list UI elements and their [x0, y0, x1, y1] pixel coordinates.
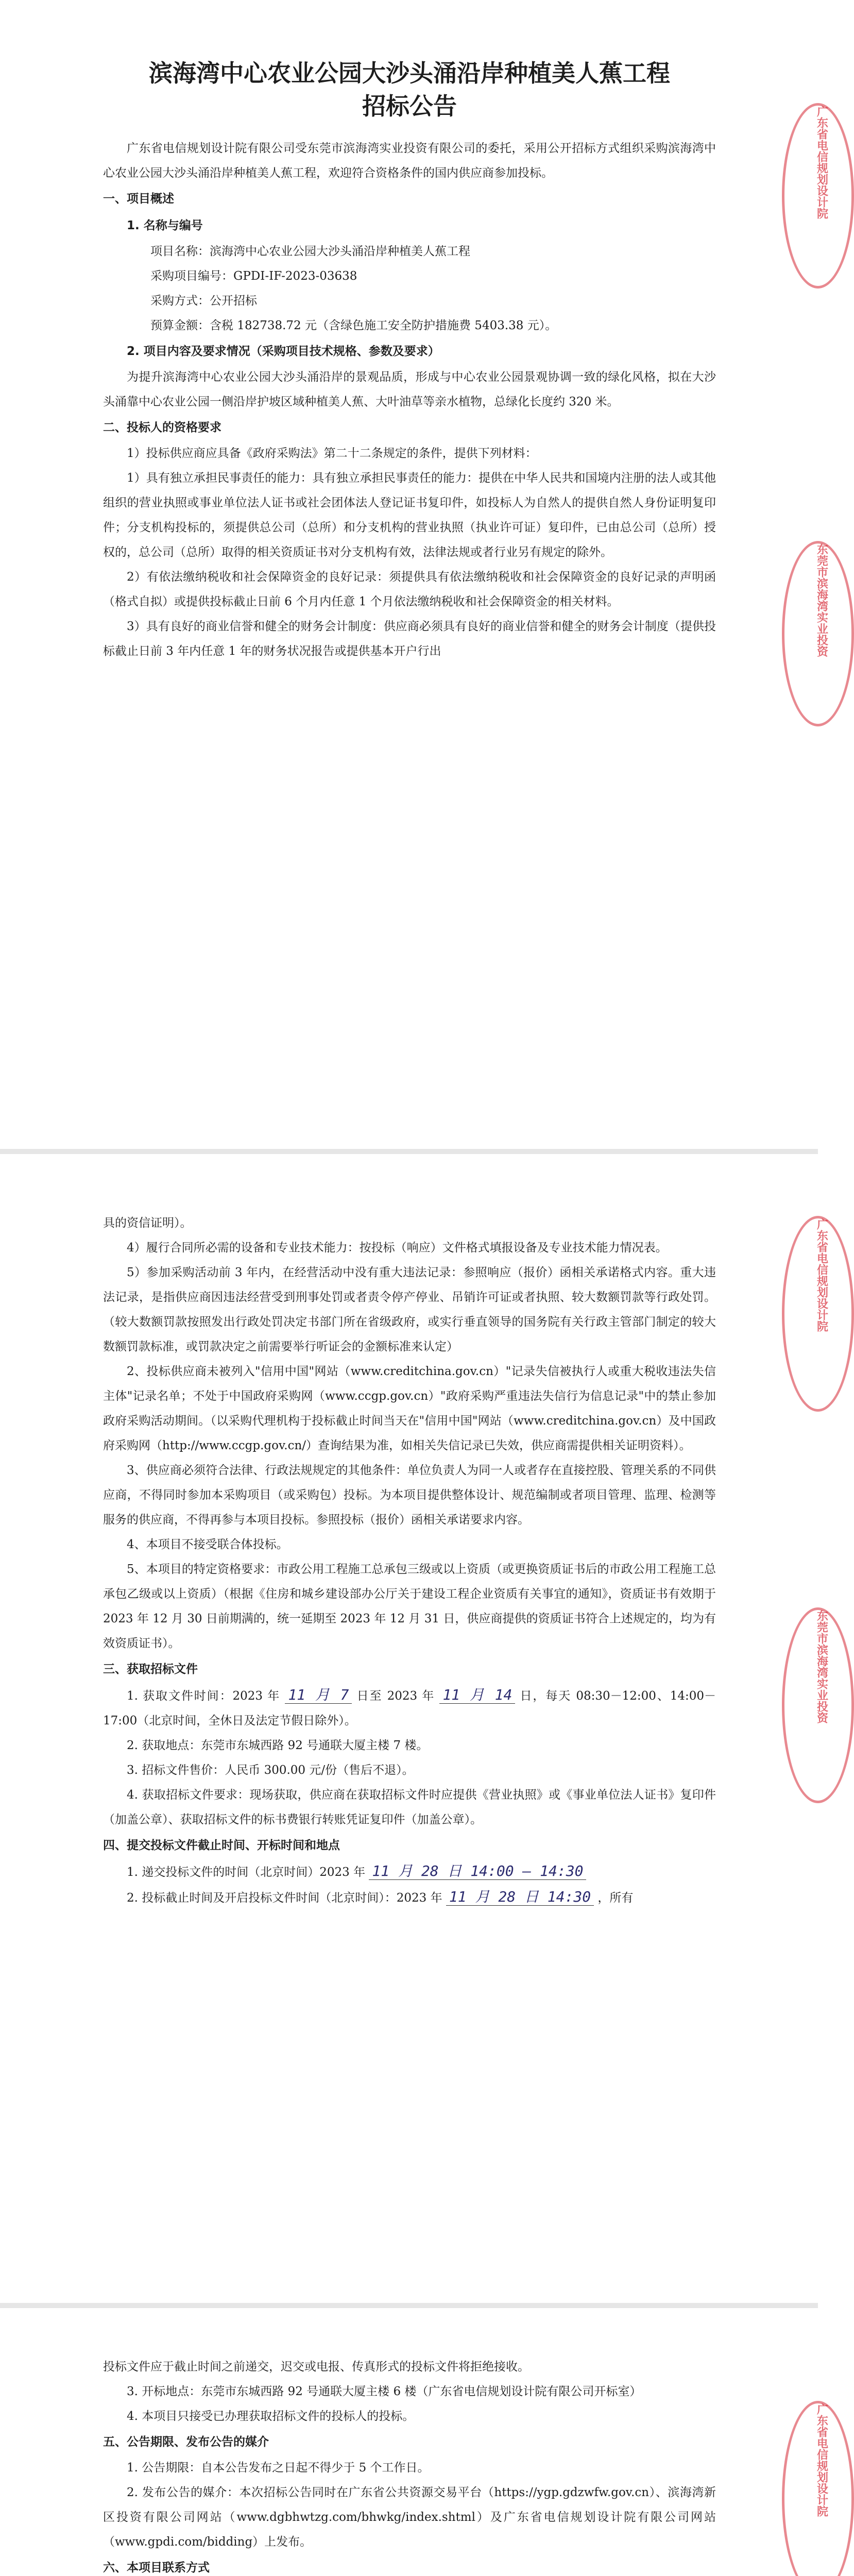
obtain-time	[103, 1683, 716, 1733]
qualification-1-1: 1）具有独立承担民事责任的能力：具有独立承担民事责任的能力：提供在中华人民共和国境内注册的法人或其他组织的营业执照或事业单位法人证书或社会团体法人登记证书复印件，如投标人为自然人的提供自然人身份证明复印件；分支机构投标的，须提供总公司（总所）和分支机构的营业执照（执业许可证）复印件，已由总公司（总所）授权的，总公司（总所）取得的相关资质证书对分支机构有效，法律法规或者行业另有规定的除外。	[103, 471, 716, 559]
qualification-4: 4、本项目不接受联合体投标。	[127, 1538, 288, 1551]
page-separator	[0, 1149, 818, 1154]
obtain-time-a: 1. 获取文件时间：2023 年	[127, 1689, 281, 1703]
procurement-method: 采购方式：公开招标	[150, 294, 257, 308]
submission-time-a: 1. 递交投标文件的时间（北京时间）2023 年	[127, 1866, 366, 1879]
page-1-content	[103, 57, 716, 664]
notice-period: 1. 公告期限：自本公告发布之日起不得少于 5 个工作日。	[127, 2461, 430, 2475]
seam-stamp-agency	[782, 1216, 854, 1412]
section-1-1-heading: 1. 名称与编号	[127, 219, 203, 232]
section-1-heading: 一、项目概述	[103, 192, 174, 206]
page-3	[0, 2308, 828, 2576]
obtain-time-c: 日，每天 08:30－12:00、14:00－17:00（北京时间，全休日及法定节假日除外）。	[103, 1689, 716, 1727]
section-1-2-text: 为提升滨海湾中心农业公园大沙头涌沿岸的景观品质，形成与中心农业公园景观协调一致的绿化风格，拟在大沙头涌靠中心农业公园一侧沿岸护坡区域种植美人蕉、大叶油草等亲水植物，总绿化长度约 320 米。	[103, 370, 716, 409]
section-3-heading: 三、获取招标文件	[103, 1663, 198, 1676]
qualification-1-2: 2）有依法缴纳税收和社会保障资金的良好记录：须提供具有依法缴纳税收和社会保障资金的良好记录的声明函（格式自拟）或提供投标截止日前 6 个月内任意 1 个月依法缴纳税收和社会保障资金的相关材料。	[103, 570, 716, 608]
project-name: 项目名称：滨海湾中心农业公园大沙头涌沿岸种植美人蕉工程	[150, 245, 470, 258]
seam-stamp-agency	[782, 103, 854, 289]
qualification-1-3: 3）具有良好的商业信誉和健全的财务会计制度：供应商必须具有良好的商业信誉和健全的财务会计制度（提供投标截止日前 3 年内任意 1 年的财务状况报告或提供基本开户行出	[103, 620, 716, 658]
page-separator	[0, 2303, 818, 2308]
deadline-time-cont: 投标文件应于截止时间之前递交，迟交或电报、传真形式的投标文件将拒绝接收。	[103, 2360, 530, 2374]
bidder-restriction: 4. 本项目只接受已办理获取招标文件的投标人的投标。	[127, 2410, 415, 2423]
submission-time	[103, 1859, 716, 1885]
deadline-time	[103, 1885, 716, 1910]
seam-stamp-text: 东莞市滨海湾实业投资	[815, 544, 828, 657]
qualification-1: 1）投标供应商应具备《政府采购法》第二十二条规定的条件，提供下列材料：	[127, 447, 537, 460]
seam-stamp-text: 广东省电信规划设计院	[815, 2403, 828, 2517]
handwritten-start-date: 11 月 7	[285, 1686, 352, 1704]
obtain-requirements: 4. 获取招标文件要求：现场获取，供应商在获取招标文件时应提供《营业执照》或《事业单位法人证书》复印件（加盖公章）、获取招标文件的标书费银行转账凭证复印件（加盖公章）。	[103, 1788, 716, 1826]
obtain-place: 2. 获取地点：东莞市东城西路 92 号通联大厦主楼 7 楼。	[127, 1739, 429, 1752]
qualification-5: 5、本项目的特定资格要求：市政公用工程施工总承包三级或以上资质（或更换资质证书后的市政公用工程施工总承包乙级或以上资质）（根据《住房和城乡建设部办公厅关于建设工程企业资质有关事宜的通知》，资质证书有效期于 2023 年 12 月 30 日前期满的，统一延期至 2023 年 12 月 31 日，供应商提供的资质证书符合上述规定的，均为有效资质证书）。	[103, 1563, 716, 1650]
page-3-content	[103, 2354, 716, 2576]
deadline-time-b: ，所有	[597, 1891, 634, 1905]
section-6-heading: 六、本项目联系方式	[103, 2561, 210, 2574]
section-4-heading: 四、提交投标文件截止时间、开标时间和地点	[103, 1839, 340, 1852]
qualification-2: 2、投标供应商未被列入"信用中国"网站（www.creditchina.gov.cn）"记录失信被执行人或重大税收违法失信主体"记录名单；不处于中国政府采购网（www.ccgp.gov.cn）"政府采购严重违法失信行为信息记录"中的禁止参加政府采购活动期间。（以采购代理机构于投标截止时间当天在"信用中国"网站（www.creditchina.gov.cn）及中国政府采购网（http://www.ccgp.gov.cn/）查询结果为准，如相关失信记录已失效，供应商需提供相关证明资料）。	[103, 1365, 716, 1452]
qualification-1-3-cont: 具的资信证明）。	[103, 1216, 192, 1230]
section-1-2-heading: 2. 项目内容及要求情况（采购项目技术规格、参数及要求）	[127, 345, 440, 358]
handwritten-deadline-time: 11 月 28 日 14:30	[446, 1888, 594, 1906]
notice-media: 2. 发布公告的媒介：本次招标公告同时在广东省公共资源交易平台（https://ygp.gdzwfw.gov.cn）、滨海湾新区投资有限公司网站（www.dgbhwtzg.com/bhwkg/index.shtml）及广东省电信规划设计院有限公司网站（www.gpdi.com/bidding）上发布。	[103, 2486, 716, 2549]
opening-place: 3. 开标地点：东莞市东城西路 92 号通联大厦主楼 6 楼（广东省电信规划设计院有限公司开标室）	[127, 2385, 642, 2398]
seam-stamp-text: 广东省电信规划设计院	[815, 106, 828, 219]
doc-title-line2: 招标公告	[362, 92, 457, 120]
deadline-time-a: 2. 投标截止时间及开启投标文件时间（北京时间）：2023 年	[127, 1891, 442, 1905]
doc-title-line1: 滨海湾中心农业公园大沙头涌沿岸种植美人蕉工程	[149, 59, 670, 87]
obtain-time-b: 日至 2023 年	[356, 1689, 435, 1703]
qualification-1-5: 5）参加采购活动前 3 年内，在经营活动中没有重大违法记录：参照响应（报价）函相关承诺格式内容。重大违法记录，是指供应商因违法经营受到刑事处罚或者责令停产停业、吊销许可证或者执照、较大数额罚款等行政处罚。（较大数额罚款按照发出行政处罚决定书部门所在省级政府，或实行垂直领导的国务院有关行政主管部门制定的较大数额罚款标准，或罚款决定之前需要举行听证会的金额标准来认定）	[103, 1266, 716, 1353]
project-number: 采购项目编号：GPDI-IF-2023-03638	[150, 269, 357, 283]
page-1	[0, 0, 828, 1149]
section-2-heading: 二、投标人的资格要求	[103, 421, 221, 434]
qualification-3: 3、供应商必须符合法律、行政法规规定的其他条件：单位负责人为同一人或者存在直接控股、管理关系的不同供应商，不得同时参加本采购项目（或采购包）投标。为本项目提供整体设计、规范编制或者项目管理、监理、检测等服务的供应商，不得再参与本项目投标。参照投标（报价）函相关承诺要求内容。	[103, 1464, 716, 1527]
handwritten-submission-time: 11 月 28 日 14:00 — 14:30	[369, 1862, 586, 1880]
document-price: 3. 招标文件售价：人民币 300.00 元/份（售后不退）。	[127, 1764, 414, 1777]
budget-amount: 预算金额：含税 182738.72 元（含绿色施工安全防护措施费 5403.38 元）。	[150, 319, 557, 332]
section-5-heading: 五、公告期限、发布公告的媒介	[103, 2435, 269, 2449]
qualification-1-4: 4）履行合同所必需的设备和专业技术能力：按投标（响应）文件格式填报设备及专业技术能力情况表。	[127, 1241, 668, 1255]
seam-stamp-purchaser	[782, 541, 854, 726]
seam-stamp-text: 东莞市滨海湾实业投资	[815, 1610, 828, 1723]
intro-paragraph: 广东省电信规划设计院有限公司受东莞市滨海湾实业投资有限公司的委托，采用公开招标方式组织采购滨海湾中心农业公园大沙头涌沿岸种植美人蕉工程，欢迎符合资格条件的国内供应商参加投标。	[103, 142, 716, 180]
seam-stamp-text: 广东省电信规划设计院	[815, 1218, 828, 1332]
page-2-content	[103, 1211, 716, 1910]
page-2	[0, 1154, 828, 2303]
handwritten-end-date: 11 月 14	[439, 1686, 515, 1704]
seam-stamp-agency	[782, 2401, 854, 2576]
seam-stamp-purchaser	[782, 1607, 854, 1803]
